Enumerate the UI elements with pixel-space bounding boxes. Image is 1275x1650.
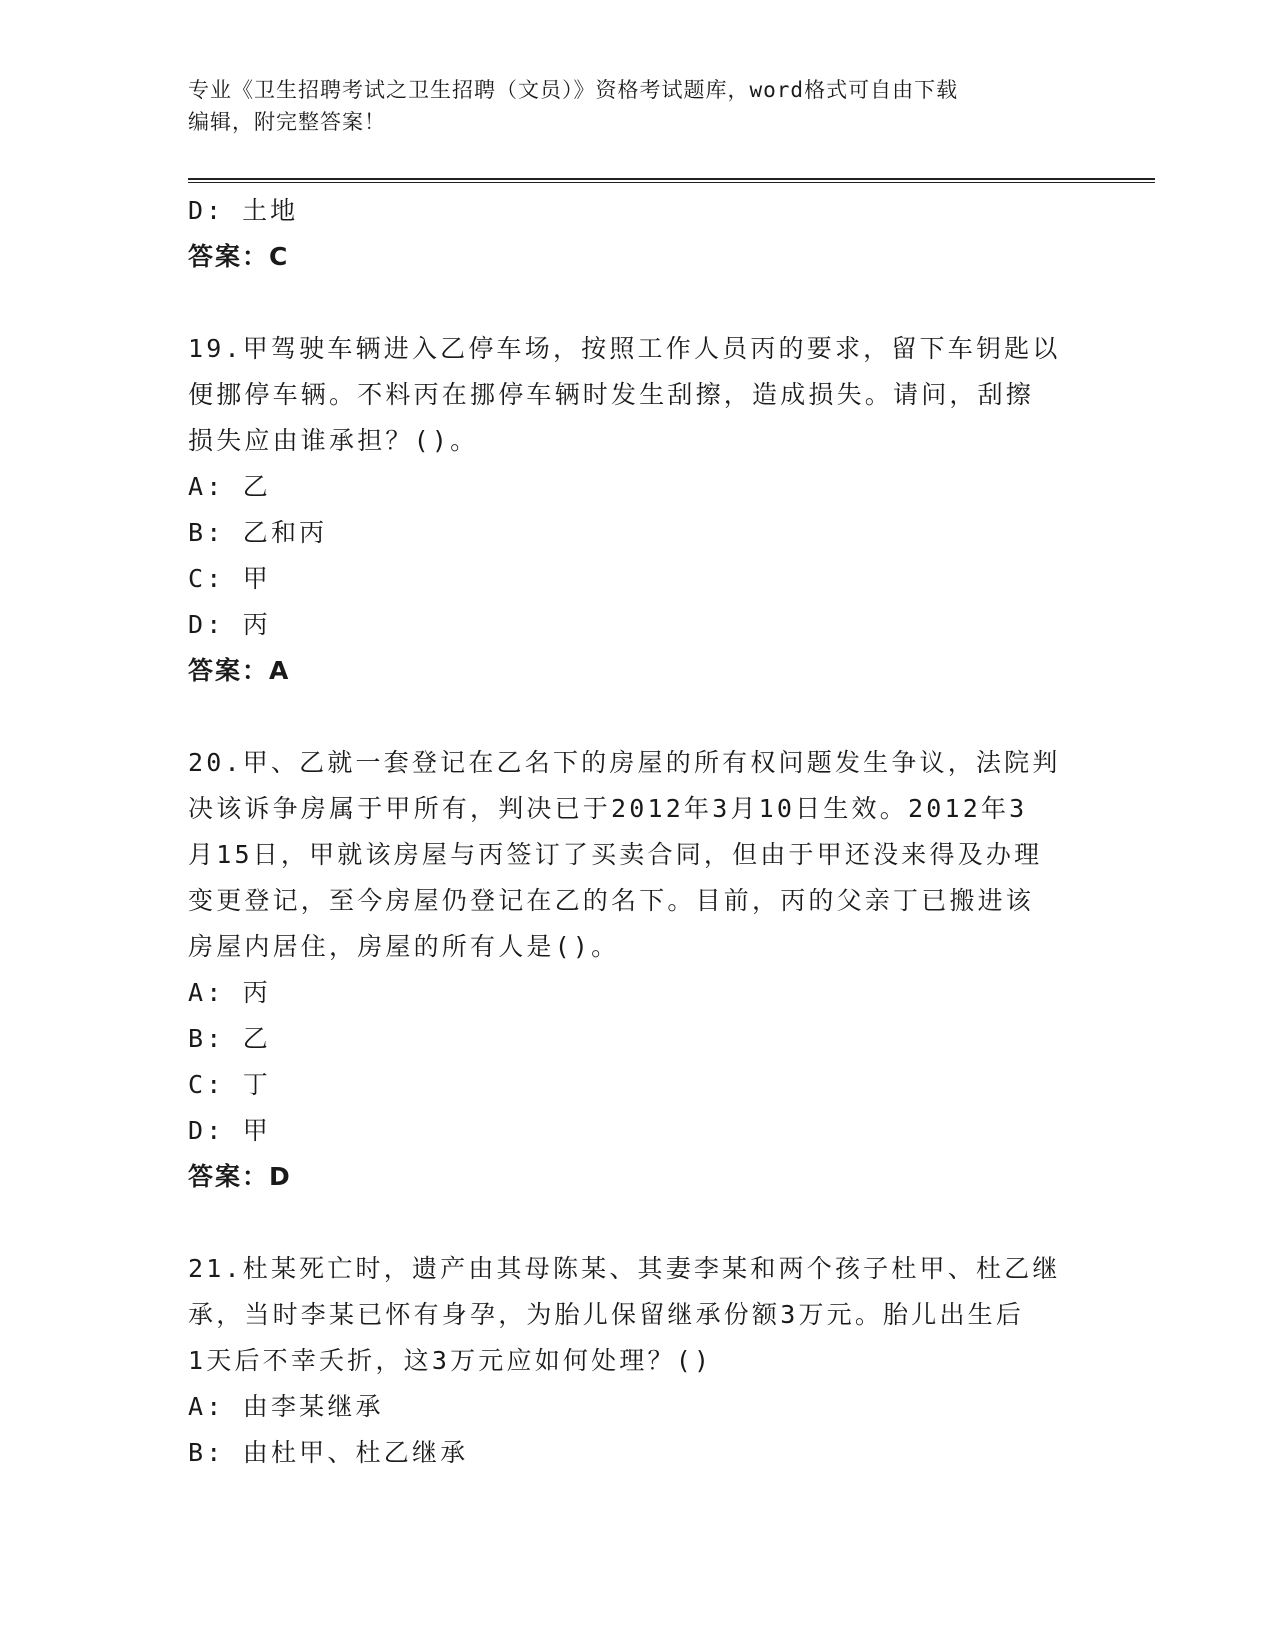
question-text-line: 1天后不幸夭折，这3万元应如何处理？() (188, 1346, 713, 1375)
option-d: D: 丙 (188, 610, 271, 639)
option-b: B: 乙 (188, 1024, 271, 1053)
option-a: A: 由李某继承 (188, 1392, 384, 1421)
answer: 答案：C (188, 242, 290, 271)
option-b: B: 乙和丙 (188, 518, 328, 547)
option-c: C: 甲 (188, 564, 271, 593)
option-a: A: 丙 (188, 978, 271, 1007)
header-line-1: 专业《卫生招聘考试之卫生招聘（文员）》资格考试题库，word格式可自由下载 (188, 78, 959, 102)
answer: 答案：A (188, 656, 291, 685)
question-text-line: 损失应由谁承担？()。 (188, 426, 479, 455)
spacer (188, 280, 1088, 326)
option-d: D: 土地 (188, 196, 299, 225)
question-18-tail (188, 188, 1088, 280)
option-c: C: 丁 (188, 1070, 271, 1099)
option-a: A: 乙 (188, 472, 271, 501)
option-b: B: 由杜甲、杜乙继承 (188, 1438, 469, 1467)
question-text-line: 房屋内居住，房屋的所有人是()。 (188, 932, 620, 961)
question-text-line: 承，当时李某已怀有身孕，为胎儿保留继承份额3万元。胎儿出生后 (188, 1300, 1025, 1329)
answer: 答案：D (188, 1162, 292, 1191)
question-20 (188, 740, 1088, 1200)
question-text-line: 变更登记，至今房屋仍登记在乙的名下。目前，丙的父亲丁已搬进该 (188, 886, 1035, 915)
document-header (188, 74, 1068, 138)
question-text-line: 19.甲驾驶车辆进入乙停车场，按照工作人员丙的要求，留下车钥匙以 (188, 334, 1061, 363)
question-text-line: 便挪停车辆。不料丙在挪停车辆时发生刮擦，造成损失。请问，刮擦 (188, 380, 1035, 409)
question-text-line: 决该诉争房属于甲所有，判决已于2012年3月10日生效。2012年3 (188, 794, 1028, 823)
question-text-line: 20.甲、乙就一套登记在乙名下的房屋的所有权问题发生争议，法院判 (188, 748, 1061, 777)
question-21 (188, 1246, 1088, 1476)
question-19 (188, 326, 1088, 694)
spacer (188, 1200, 1088, 1246)
header-divider (188, 178, 1155, 183)
question-text-line: 21.杜某死亡时，遗产由其母陈某、其妻李某和两个孩子杜甲、杜乙继 (188, 1254, 1061, 1283)
question-content (188, 188, 1088, 1476)
question-text-line: 月15日，甲就该房屋与丙签订了买卖合同，但由于甲还没来得及办理 (188, 840, 1043, 869)
spacer (188, 694, 1088, 740)
option-d: D: 甲 (188, 1116, 271, 1145)
header-line-2: 编辑，附完整答案！ (188, 110, 386, 134)
